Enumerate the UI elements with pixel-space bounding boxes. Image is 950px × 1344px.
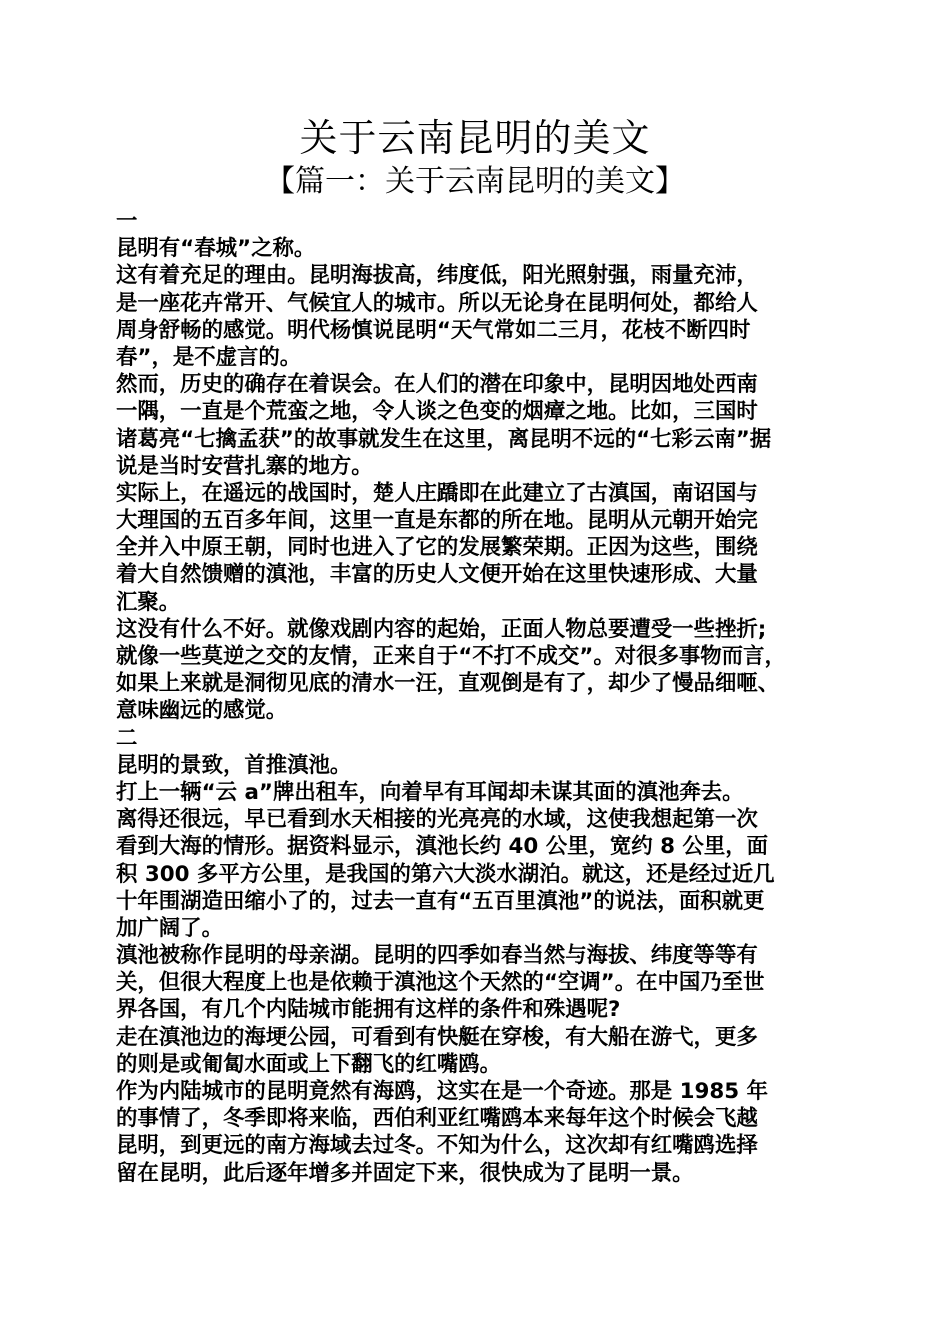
text-line: 作为内陆城市的昆明竟然有海鸥，这实在是一个奇迹。那是 1985 年 (116, 1079, 768, 1104)
document-subtitle: 【篇一：关于云南昆明的美文】 (265, 164, 685, 199)
text-line: 说是当时安营扎寨的地方。 (116, 453, 373, 479)
text-line: 离得还很远，早已看到水天相接的光亮亮的水域，这使我想起第一次 (116, 807, 758, 833)
text-line: 昆明有“春城”之称。 (116, 236, 316, 262)
text-line: 汇聚。 (116, 589, 181, 615)
text-line: 打上一辆“云 a”牌出租车，向着早有耳闻却未谋其面的滇池奔去。 (116, 779, 744, 805)
text-line: 实际上，在遥远的战国时，楚人庄蹻即在此建立了古滇国，南诏国与 (116, 480, 758, 506)
text-line: 如果上来就是洞彻见底的清水一汪，直观倒是有了，却少了慢品细咂、 (116, 671, 780, 697)
text-line: 留在昆明，此后逐年增多并固定下来，很快成为了昆明一景。 (116, 1160, 694, 1186)
text-line: 是一座花卉常开、气候宜人的城市。所以无论身在昆明何处，都给人 (116, 290, 758, 316)
text-line: 滇池被称作昆明的母亲湖。昆明的四季如春当然与海拔、纬度等等有 (116, 943, 758, 969)
text-line: 的事情了，冬季即将来临，西伯利亚红嘴鸥本来每年这个时候会飞越 (116, 1106, 758, 1132)
document-body (116, 208, 840, 1187)
text-line: 昆明的景致，首推滇池。 (116, 752, 352, 778)
text-line: 二 (116, 725, 138, 751)
text-line: 一 (116, 209, 138, 234)
text-line: 加广阔了。 (116, 915, 223, 941)
text-line: 然而，历史的确存在着误会。在人们的潜在印象中，昆明因地处西南 (116, 372, 758, 398)
text-line: 走在滇池边的海埂公园，可看到有快艇在穿梭，有大船在游弋，更多 (116, 1024, 758, 1050)
text-line: 这没有什么不好。就像戏剧内容的起始，正面人物总要遭受一些挫折; (116, 616, 767, 642)
text-line: 界各国，有几个内陆城市能拥有这样的条件和殊遇呢? (116, 997, 621, 1023)
text-line: 意味幽远的感觉。 (116, 698, 288, 724)
text-line: 这有着充足的理由。昆明海拔高，纬度低，阳光照射强，雨量充沛， (116, 263, 758, 289)
text-line: 周身舒畅的感觉。明代杨慎说昆明“天气常如二三月，花枝不断四时 (116, 317, 751, 343)
text-line: 积 300 多平方公里，是我国的第六大淡水湖泊。就这，还是经过近几 (116, 861, 775, 887)
text-line: 十年围湖造田缩小了的，过去一直有“五百里滇池”的说法，面积就更 (116, 888, 765, 914)
document-title: 关于云南昆明的美文 (299, 116, 651, 160)
text-line: 全并入中原王朝，同时也进入了它的发展繁荣期。正因为这些，围绕 (116, 535, 758, 561)
text-line: 的则是或匍匐水面或上下翻飞的红嘴鸥。 (116, 1051, 502, 1077)
text-line: 昆明，到更远的南方海域去过冬。不知为什么，这次却有红嘴鸥选择 (116, 1133, 758, 1159)
text-line: 春”，是不虚言的。 (116, 344, 302, 370)
text-line: 看到大海的情形。据资料显示，滇池长约 40 公里，宽约 8 公里，面 (116, 834, 768, 860)
text-line: 着大自然馈赠的滇池，丰富的历史人文便开始在这里快速形成、大量 (116, 562, 758, 588)
text-line: 一隅，一直是个荒蛮之地，令人谈之色变的烟瘴之地。比如，三国时 (116, 399, 758, 425)
text-line: 关，但很大程度上也是依赖于滇池这个天然的“空调”。在中国乃至世 (116, 970, 765, 996)
text-line: 诸葛亮“七擒孟获”的故事就发生在这里，离昆明不远的“七彩云南”据 (116, 426, 772, 452)
text-line: 大理国的五百多年间，这里一直是东都的所在地。昆明从元朝开始完 (116, 508, 758, 534)
text-line: 就像一些莫逆之交的友情，正来自于“不打不成交”。对很多事物而言， (116, 644, 786, 669)
